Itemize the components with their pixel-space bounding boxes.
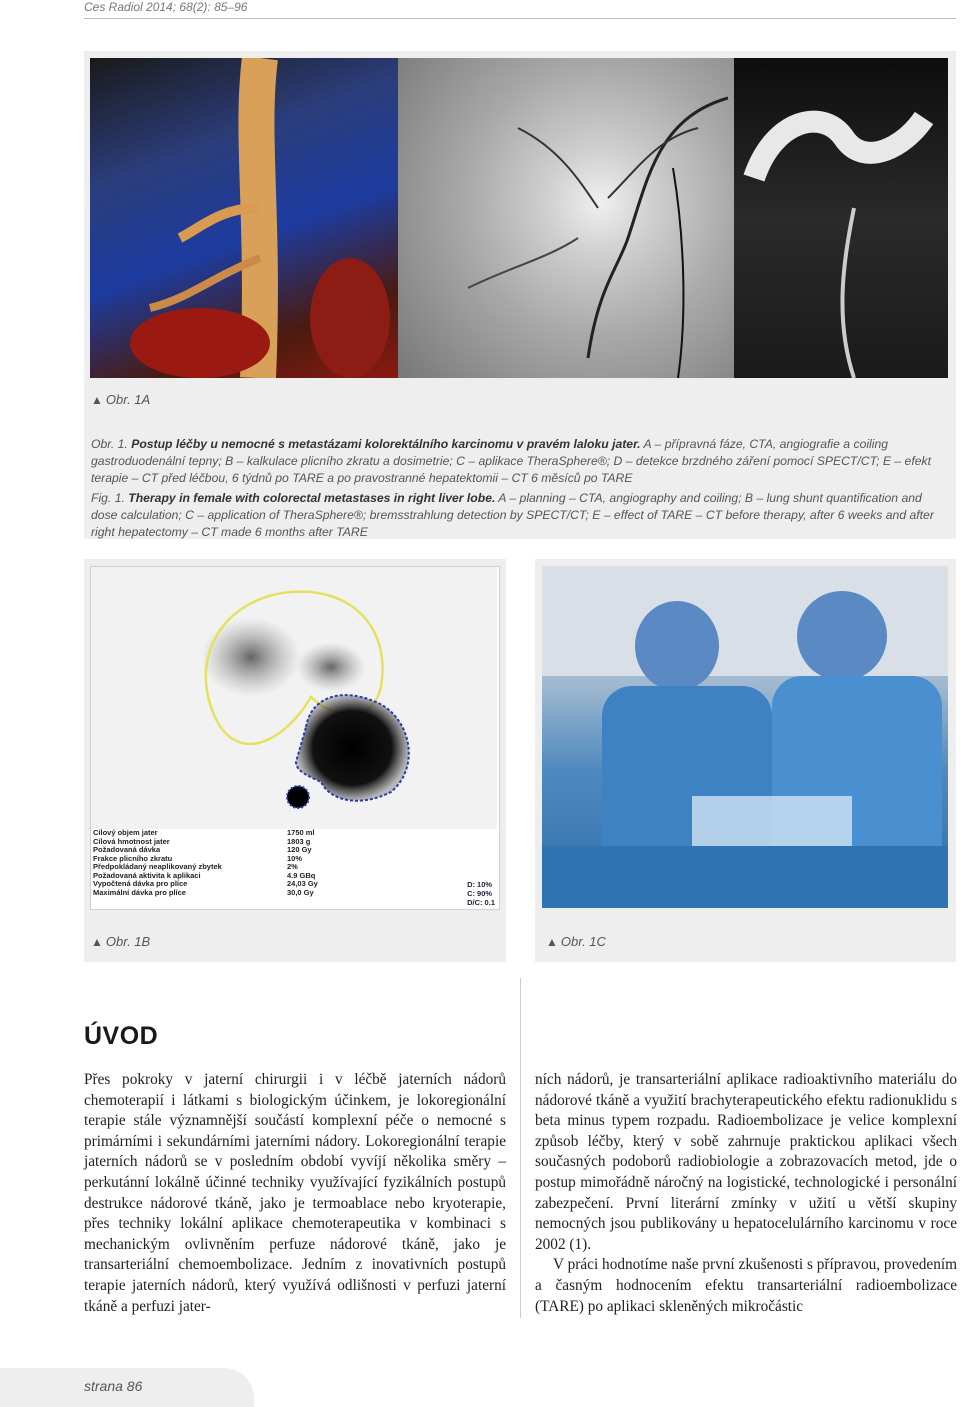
triangle-up-icon: ▲ — [546, 935, 558, 949]
spect-stats — [467, 880, 495, 907]
dosimetry-value: 30,0 Gy — [287, 887, 314, 897]
dosimetry-value: 10% — [287, 853, 303, 863]
body-paragraph: V práci hodnotíme naše první zkušenosti s přípravou, provedením a časným hodnocením efektu transarteriální radioembolizace (TARE) po aplikaci skleněných mikročástic — [535, 1256, 957, 1315]
figure-1-caption — [91, 436, 951, 544]
caption-english: Fig. 1. Therapy in female with colorectal metastases in right liver lobe. A – planning – CTA, angiography and coiling; B – lung shunt quantification and dose calculation; C – application of TheraSphere®; bremsstrahlung detection by SPECT/CT; E – effect of TARE – CT before therapy, after 6 weeks and after right hepatectomy – CT made 6 months after TARE — [91, 491, 934, 539]
dosimetry-label: Požadovaná dávka — [93, 845, 161, 854]
dosimetry-value: 24,03 Gy — [287, 879, 318, 888]
section-title: ÚVOD — [84, 1022, 159, 1050]
figure-1c-label: ▲ Obr. 1C — [546, 934, 606, 949]
dosimetry-value: 1750 ml — [287, 828, 315, 837]
spect-stat: D/C: 0.1 — [467, 898, 495, 907]
page-footer — [0, 1368, 254, 1407]
dosimetry-label: Frakce plicního zkratu — [93, 853, 173, 863]
dosimetry-value: 2% — [287, 862, 298, 871]
dosimetry-label: Maximální dávka pro plíce — [93, 887, 186, 897]
page-number: strana 86 — [84, 1378, 143, 1394]
dosimetry-row — [91, 889, 497, 898]
spect-scan-image — [90, 566, 500, 910]
body-column-left — [84, 1070, 506, 1317]
spect-stat: D: 10% — [467, 880, 493, 889]
caption-czech: Obr. 1. Postup léčby u nemocné s metastázami kolorektálního karcinomu v pravém laloku jater. A – přípravná fáze, CTA, angiografie a coiling gastroduodenální tepny; B – kalkulace plicního zkratu a dosimetrie; C – aplikace TheraSphere®; D – detekce brzdného záření pomocí SPECT/CT; E – efekt terapie – CT před léčbou, 6 týdnů po TARE a po pravostranné hepatektomii – CT 6 měsíců po TARE — [91, 437, 931, 485]
dosimetry-label: Cílový objem jater — [93, 828, 158, 837]
angiography-image — [398, 58, 734, 378]
coiling-angiography-image — [734, 58, 948, 378]
dosimetry-table — [91, 829, 497, 897]
journal-reference: Ces Radiol 2014; 68(2): 85–96 — [84, 0, 248, 14]
figure-1a-label: ▲ Obr. 1A — [91, 392, 151, 407]
procedure-photo — [542, 566, 948, 908]
dosimetry-value: 120 Gy — [287, 845, 312, 854]
triangle-up-icon: ▲ — [91, 393, 103, 407]
body-paragraph: Přes pokroky v jaterní chirurgii i v léčbě jaterních nádorů chemoterapií i látkami s biologickým účinkem, je lokoregionální terapie stále významnější součástí komplexní péče o nemocné s primárními i sekundárními jaterními nádory. Lokoregionální terapie jaterních nádorů se v posledním období vyvíjí několika směry – perkutánní lokálně účinné techniky využívající fyzikálních postupů destrukce nádorové tkáně, jako je termoablace nebo kryoterapie, přes techniky lokální aplikace chemoterapeutika v kombinaci s mechanickým ovlivněním perfuze nádorové tkáně, jako je transarteriální chemoembolizace. Jedním z inovativních postupů terapie jaterních nádorů, který využívá odlišnosti v perfuzi jaterní tkáně a perfuzi jater- — [84, 1071, 506, 1315]
dosimetry-label: Předpokládaný neaplikovaný zbytek — [93, 862, 222, 871]
column-divider — [520, 978, 521, 1318]
running-header — [84, 0, 956, 19]
dosimetry-label: Požadovaná aktivita k aplikaci — [93, 870, 201, 880]
dosimetry-value: 1803 g — [287, 836, 311, 846]
cta-3d-image — [90, 58, 398, 378]
figure-1b-label: ▲ Obr. 1B — [91, 934, 151, 949]
triangle-up-icon: ▲ — [91, 935, 103, 949]
spect-stat: C: 90% — [467, 889, 493, 898]
dosimetry-label: Cílová hmotnost jater — [93, 836, 170, 846]
dosimetry-label: Vypočtená dávka pro plíce — [93, 879, 188, 888]
body-paragraph: ních nádorů, je transarteriální aplikace radioaktivního materiálu do nádorové tkáně a využití brachyterapeutického efektu radionuklidu s beta minus typem rozpadu. Radioembolizace je velice komplexní způsob léčby, který v sobě zahrnuje praktickou aplikaci všech současných podoborů radiobiologie a zobrazovacích metod, jde o postup mimořádně náročný na logistické, technologické i personální zabezpečení. První literární zmínky v užití u větší skupiny nemocných jsou publikovány u hepatocelulárního karcinomu v roce 2002 (1). — [535, 1071, 957, 1253]
body-column-right — [535, 1070, 957, 1317]
dosimetry-value: 4.9 GBq — [287, 870, 316, 880]
